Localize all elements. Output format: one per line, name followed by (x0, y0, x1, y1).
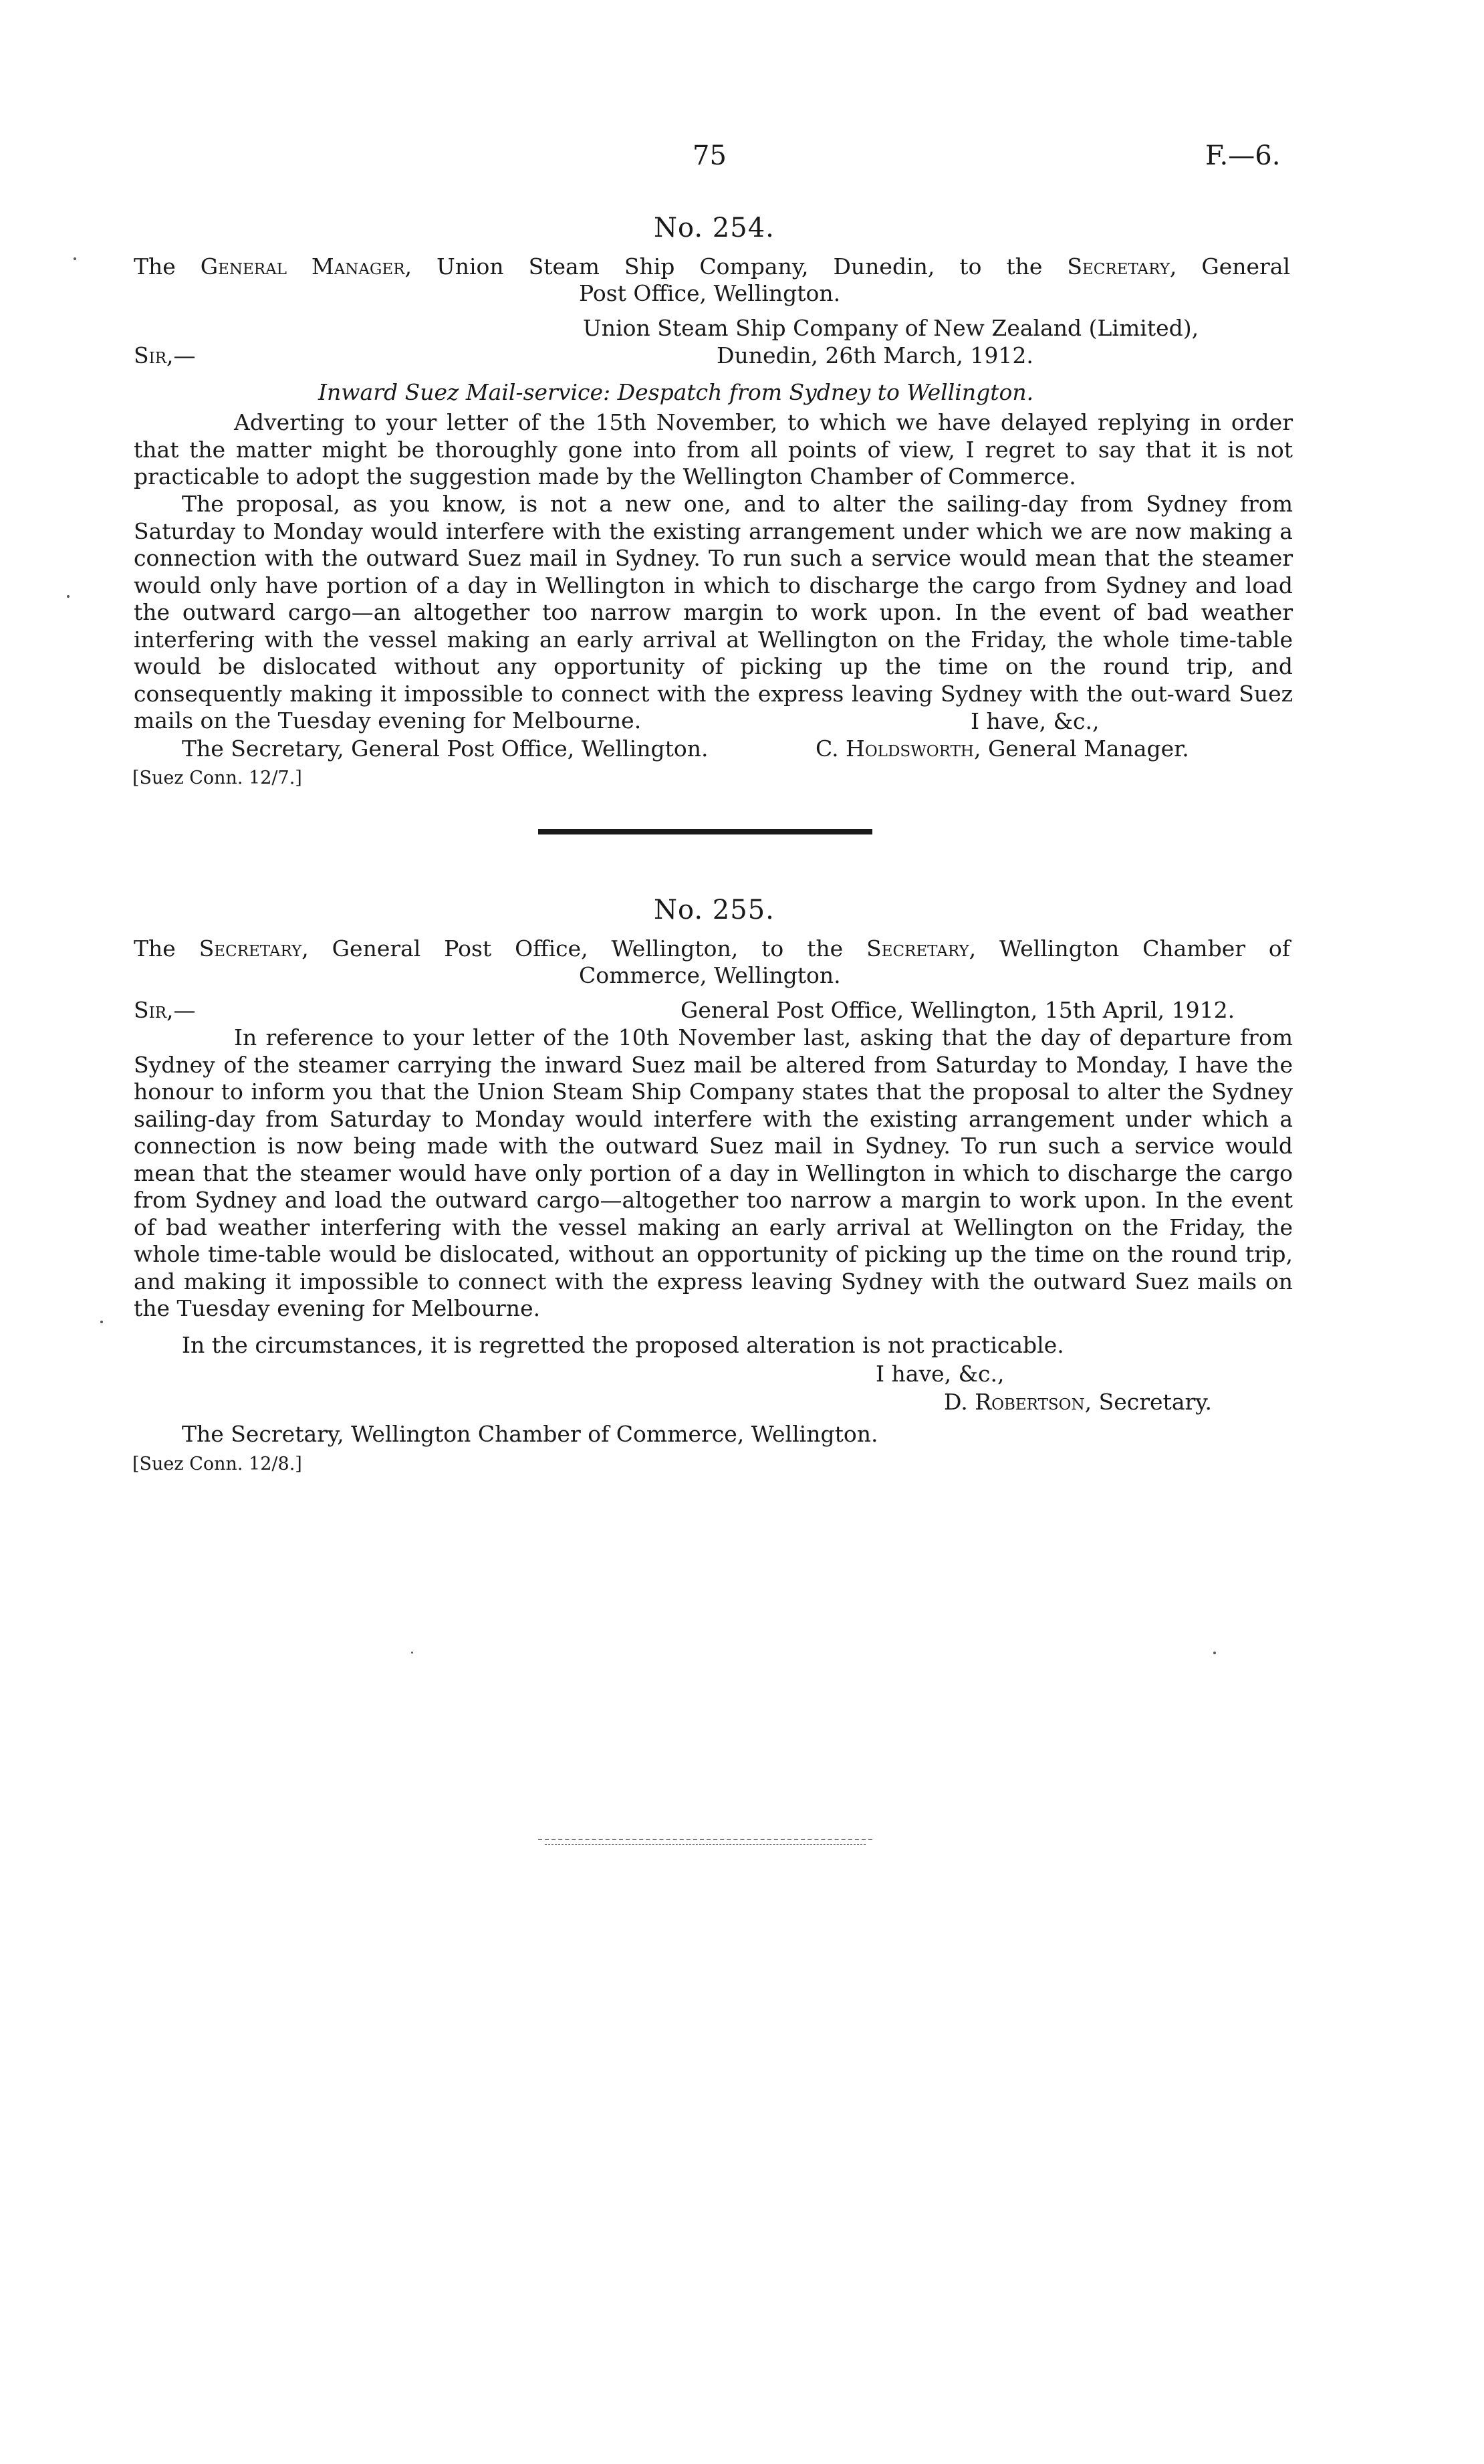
letter-body-paragraph-1: Adverting to your letter of the 15th November, to which we have delayed replying in order that the matter might be thoroughly gone into from all points of view, I regret to say that it is not practicable to adopt the suggestion made by the Wellington Chamber of Commerce. (134, 409, 1293, 489)
salutation: Sir,— (134, 342, 196, 368)
sender-address-line1: Union Steam Ship Company of New Zealand (Limited), (583, 315, 1199, 341)
letter-body-paragraph-1: In reference to your letter of the 10th November last, asking that the day of departure from Sydney of the steamer carrying the inward Suez mail be altered from Saturday to Monday, I have the honour to inform you that the Union Steam Ship Company states that the proposal to alter the Sydney sailing-day from Saturday to Monday would interfere with the existing arrangement under which a connection is now being made with the outward Suez mail in Sydney. To run such a service would mean that the steamer would have only portion of a day in Wellington in which to discharge the cargo from Sydney and load the outward cargo—altogether too narrow a margin to work upon. In the event of bad weather interfering with the vessel making an early arrival at Wellington on the Friday, the whole time-table would be dislocated, without an opportunity of picking up the time on the round trip, and making it impossible to connect with the express leaving Sydney with the outward Suez mails on the Tuesday evening for Melbourne. (134, 1024, 1293, 1321)
scan-speck (100, 1321, 103, 1323)
sender-address-line2: Dunedin, 26th March, 1912. (717, 342, 1033, 368)
signature-name: D. Robertson (944, 1389, 1085, 1415)
signature (816, 735, 1189, 762)
file-reference: [Suez Conn. 12/7.] (132, 768, 302, 788)
signature-title: , General Manager. (973, 736, 1189, 762)
letter-number: No. 254. (654, 213, 775, 243)
series-code: F.—6. (1205, 140, 1281, 171)
signature-name: C. Holdsworth (816, 736, 974, 762)
addressee: The Secretary, Wellington Chamber of Commerce, Wellington. (182, 1421, 878, 1447)
closing: I have, &c., (876, 1361, 1005, 1387)
footer-rule-lower (545, 1844, 866, 1845)
letter-number: No. 255. (654, 895, 775, 925)
scan-speck (1213, 1652, 1216, 1654)
signature-title: , Secretary. (1084, 1389, 1213, 1415)
signature (944, 1388, 1212, 1416)
scan-speck (74, 257, 76, 260)
file-reference: [Suez Conn. 12/8.] (132, 1454, 302, 1474)
scan-speck (67, 595, 70, 598)
heading-recipient: Secretary (866, 935, 969, 962)
page-number: 75 (693, 140, 727, 171)
letter-body-paragraph-2: The proposal, as you know, is not a new one, and to alter the sailing-day from Sydney from Saturday to Monday would interfere with the existing arrangement under which we are now making a connection with the outward Suez mail in Sydney. To run such a service would mean that the steamer would only have portion of a day in Wellington in which to discharge the cargo from Sydney and load the outward cargo—an altogether too narrow margin to work upon. In the event of bad weather interfering with the vessel making an early arrival at Wellington on the Friday, the whole time-table would be dislocated without any opportunity of picking up the time on the round trip, and consequently making it impossible to connect with the express leaving Sydney with the out-ward Suez mails on the Tuesday evening for Melbourne. (134, 491, 1293, 734)
section-divider (538, 829, 872, 834)
letter-subject: Inward Suez Mail-service: Despatch from Sydney to Wellington. (318, 379, 1034, 405)
letter-heading-line1: The General Manager, Union Steam Ship Company, Dunedin, to the Secretary, General (134, 253, 1291, 279)
salutation: Sir,— (134, 997, 196, 1023)
heading-sender: Secretary (199, 935, 302, 962)
closing: I have, &c., (971, 708, 1100, 734)
heading-sender: General Manager (200, 253, 405, 279)
letter-heading-line2: Commerce, Wellington. (579, 962, 841, 988)
footer-rule (538, 1839, 872, 1840)
sender-address-line1: General Post Office, Wellington, 15th April, 1912. (681, 997, 1235, 1023)
letter-body-paragraph-2: In the circumstances, it is regretted the proposed alteration is not practicable. (182, 1332, 1064, 1358)
letter-heading-line2: Post Office, Wellington. (579, 280, 841, 306)
scan-speck (411, 1652, 413, 1654)
addressee: The Secretary, General Post Office, Wellington. (182, 736, 709, 762)
letter-heading-line1: The Secretary, General Post Office, Wellington, to the Secretary, Wellington Chamber of (134, 935, 1290, 962)
heading-recipient: Secretary (1067, 253, 1170, 279)
